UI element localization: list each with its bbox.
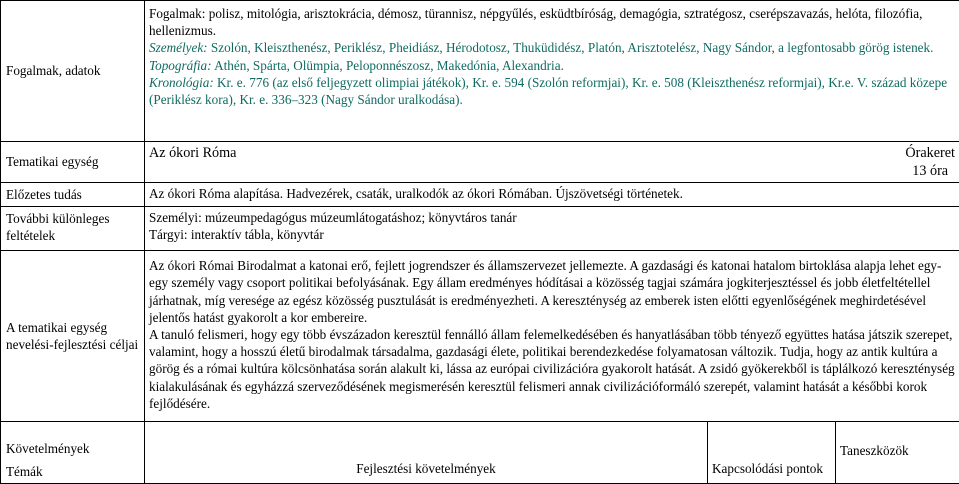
elozetes-label: Előzetes tudás — [1, 183, 145, 207]
taneszkozok-label: Taneszközök — [840, 442, 955, 459]
feltetelek-content — [145, 207, 959, 251]
feltetelek-label: További különleges feltételek — [1, 207, 145, 251]
celok-content — [145, 251, 959, 422]
kapcsolodasi-header — [708, 422, 836, 483]
fejlesztesi-label: Fejlesztési követelmények — [149, 460, 703, 477]
fogalmak-content — [145, 1, 959, 142]
kronologia-prefix: Kronológia: — [149, 75, 214, 90]
feltetelek-line-2: Tárgyi: interaktív tábla, könyvtár — [149, 226, 955, 243]
hours-value: 13 óra — [905, 162, 955, 180]
kovetelmenyek-row — [1, 422, 959, 483]
celok-paragraph-1: Az ókori Római Birodalmat a katonai erő, fejlett jogrendszer és államszervezet jellemezte. A gazdasági és katonai hatalom birtoklása alapja lehet egy-egy személy vagy csoport politikai befolyásának. Egy állam eredményes hódításai a közösség tagjai számára jogkiterjesztéssel és jobb életfeltétellel járhatnak, míg veresége az egész közösség pusztulását is eredményezheti. A kereszténység az emberek isten előtti egyenlőségének meghirdetésével jelentős hatást gyakorolt a kor embereire. — [149, 257, 955, 326]
taneszkozok-header — [836, 422, 959, 483]
fogalmak-text: polisz, mitológia, arisztokrácia, démosz, türannisz, népgyűlés, esküdtbíróság, demagógia, sztratégosz, cserépszavazás, helóta, filozófia, hellenizmus. — [149, 6, 922, 38]
kovetelmenyek-label: Követelmények — [6, 440, 139, 457]
temak-label: Témák — [6, 463, 139, 480]
elozetes-content: Az ókori Róma alapítása. Hadvezérek, csaták, uralkodók az ókori Rómában. Újszövetségi történetek. — [145, 183, 959, 207]
fogalmak-line — [149, 5, 955, 39]
szemelyek-prefix: Személyek: — [149, 40, 208, 55]
hours-box — [905, 144, 955, 180]
celok-label: A tematikai egység nevelési-fejlesztési céljai — [1, 251, 145, 422]
topografia-text: Athén, Spárta, Olümpia, Peloponnészosz, Makedónia, Alexandria. — [212, 58, 564, 73]
fogalmak-row — [1, 1, 959, 142]
celok-paragraph-2: A tanuló felismeri, hogy egy több évszázadon keresztül fennálló állam felemelkedésében és hanyatlásában több tényező együttes hatása játszik szerepet, valamint, hogy a hosszú életű birodalmak társadalma, gazdasági élete, politikai berendezkedése folyamatosan változik. Tudja, hogy az antik kultúra a görög és a római kultúra kölcsönhatása során alakult ki, lássa az európai civilizációra gyakorolt hatását. A zsidó gyökerekből is táplálkozó kereszténység kialakulásának és egyházzá szerveződésének megismerésén keresztül felismeri annak civilizációformáló szerepét, valamint hatását a későbbi korok fejlődésére. — [149, 326, 955, 412]
elozetes-row — [1, 183, 959, 207]
celok-row — [1, 251, 959, 422]
szemelyek-text: Szolón, Kleiszthenész, Periklész, Pheidiász, Hérodotosz, Thuküdidész, Platón, Arisztotelész, Nagy Sándor, a legfontosabb görög istenek. — [208, 40, 934, 55]
feltetelek-row — [1, 207, 959, 251]
fogalmak-label: Fogalmak, adatok — [1, 1, 145, 142]
hours-label: Órakeret — [905, 144, 955, 162]
tematikai-content — [145, 142, 959, 183]
unit-header — [149, 144, 955, 180]
fogalmak-prefix: Fogalmak: — [149, 6, 205, 21]
kronologia-text: Kr. e. 776 (az első feljegyzett olimpiai játékok), Kr. e. 594 (Szolón reformjai), Kr. e. 508 (Kleiszthenész reformjai), Kr.e. V. század közepe (Periklész kora), Kr. e. 336–323 (Nagy Sándor uralkodása). — [149, 75, 947, 107]
tematikai-label: Tematikai egység — [1, 142, 145, 183]
kovetelmenyek-cell — [1, 422, 145, 483]
fejlesztesi-header — [145, 422, 708, 483]
tematikai-row — [1, 142, 959, 183]
szemelyek-line — [149, 39, 955, 56]
topografia-prefix: Topográfia: — [149, 58, 212, 73]
kapcsolodasi-label: Kapcsolódási pontok — [712, 460, 831, 477]
kronologia-line — [149, 74, 955, 108]
unit-title: Az ókori Róma — [149, 144, 236, 162]
topografia-line — [149, 57, 955, 74]
feltetelek-line-1: Személyi: múzeumpedagógus múzeumlátogatáshoz; könyvtáros tanár — [149, 209, 955, 226]
